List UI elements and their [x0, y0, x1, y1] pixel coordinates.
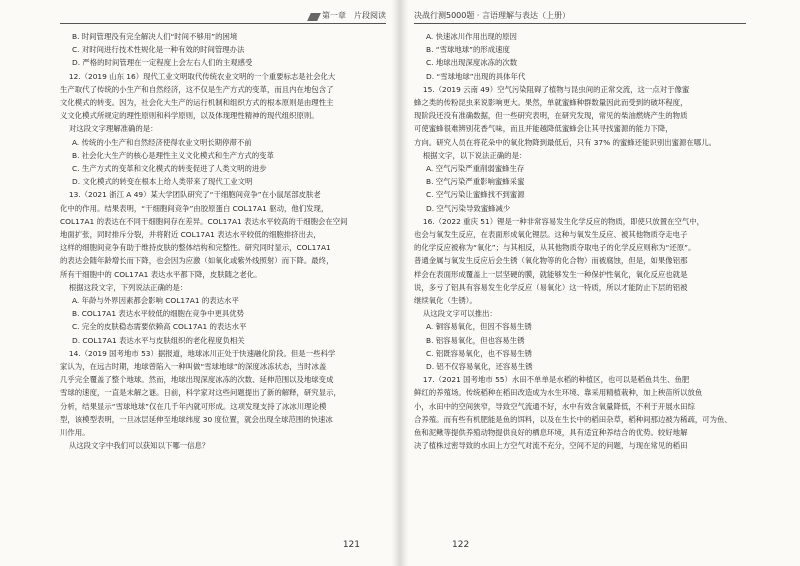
- paragraph-line: 说，多亏了铝具有容易发生化学反应（易氧化）这一特质，所以才能防止下层的铝被: [414, 282, 688, 292]
- paragraph-line: 普通金属与氧发生反应后会生锈（氧化物等的化合物）而被腐蚀，但是，如果像铝那: [414, 256, 688, 266]
- paragraph-line: 继续氧化（生锈）。: [414, 296, 477, 306]
- paragraph-line: 方向。研究人员在将花朵中的氧化物降到最低后，只有 37% 的蜜蜂还能识别出蜜源在哪儿。: [414, 137, 716, 147]
- paragraph-line: 川作用。: [60, 428, 90, 438]
- answer-option: B. 铝容易氧化，但也容易生锈: [426, 335, 525, 345]
- question-line: 15.（2019 云南 49）空气污染阻碍了植物与昆虫间的正常交流，这一点对于像蜜: [422, 84, 690, 94]
- answer-option: D. 文化模式的转变在根本上给人类带来了现代工业文明: [72, 177, 253, 187]
- question-line: 从这段文字可以推出：: [422, 309, 497, 319]
- answer-option: A. 传统的小生产和自然经济使得农业文明长期停滞不前: [72, 137, 252, 147]
- paragraph-line: 这样的细胞间竞争有助于维持皮肤的整体结构和完整性。研究同时显示，COL17A1: [60, 243, 331, 253]
- answer-option: C. 生产方式的变革和文化模式的转变促进了人类文明的进步: [72, 164, 267, 174]
- left-header-title: 第一章 片段阅读: [322, 11, 386, 20]
- answer-option: C. 铝既容易氧化，也不容易生锈: [426, 348, 532, 358]
- paragraph-line: 生产取代了传统的小生产和自然经济，这不仅是生产方式的变革，而且内在地包含了: [60, 84, 334, 94]
- paragraph-line: COL17A1 的表达在不同干细胞间存在差异。COL17A1 表达水平较高的干细胞会在空间: [60, 216, 348, 226]
- question-line: 从这段文字中我们可以获知以下哪一信息？: [68, 441, 210, 451]
- right-header-title: 决战行测5000题 · 言语理解与表达（上册）: [414, 11, 570, 20]
- answer-option: D. 严格的时间管理在一定程度上会左右人们的主观感受: [72, 58, 253, 68]
- paragraph-line: 样会在表面形成覆盖上一层坚硬的膜，就能够发生一种保护性氧化，氧化反应也就是: [414, 269, 688, 279]
- paragraph-line: 义文化模式所规定的理性原则和科学原则，以及体现理性精神的现代组织原则。: [60, 111, 319, 121]
- answer-option: A. 铜容易氧化，但因不容易生锈: [426, 322, 532, 332]
- answer-option: B. 时间管理没有完全解决人们“时间不够用”的困境: [72, 32, 238, 41]
- answer-option: D. 空气污染导致蜜蜂减少: [426, 203, 511, 213]
- answer-option: A. 快速冰川作用出现的原因: [426, 32, 517, 41]
- paragraph-line: 鱼和泥鳅等提供养殖动物提供良好的栖息环境，具有适宜种养结合的优势。较好地解: [414, 428, 688, 438]
- question-line: 16.（2022 重庆 51）锂是一种非常容易发生化学反应的物质，即使只放置在空气中，: [422, 216, 705, 226]
- answer-option: B. COL17A1 表达水平较低的细胞在竞争中更具优势: [72, 309, 245, 319]
- question-line: 13.（2021 浙江 A 49）某大学团队研究了“干细胞间竞争”在小鼠尾部皮肤老: [68, 190, 321, 200]
- paragraph-line: 型，该模型表明，一旦冰层延伸至地球纬度 30 度位置，就会出现全球范围的快速冰: [60, 414, 333, 424]
- question-line: 对这段文字理解准确的是：: [68, 124, 158, 134]
- answer-option: D. “雪球地球”出现的具体年代: [426, 71, 526, 81]
- header-ornament-icon: [307, 13, 321, 21]
- paragraph-line: 化中的作用。结果表明，“干细胞间竞争”由胶原蛋白 COL17A1 驱动，他们发现，: [60, 203, 329, 213]
- paragraph-line: 现阶段还没有准确数据，但一些研究表明，在研究发现，常见的柴油燃烧产生的物质: [414, 111, 688, 121]
- paragraph-line: 地面扩张，同时排斥分裂，并将附近 COL17A1 表达水平较低的细胞排挤出去，: [60, 230, 321, 240]
- answer-option: C. 对时间进行技术性规化是一种有效的时间管理办法: [72, 45, 245, 55]
- right-page-body: [414, 30, 746, 453]
- question-line: 根据这段文字，下列说法正确的是：: [68, 282, 188, 292]
- answer-option: C. 完全的皮肤稳态需要依赖高 COL17A1 的表达水平: [72, 322, 247, 332]
- right-page-header: [414, 8, 746, 24]
- paragraph-line: 几乎完全覆盖了整个地球。然而，地球出现深度冰冻的次数、延伸范围以及地球变成: [60, 375, 334, 385]
- answer-option: D. 铝不仅容易氧化，还容易生锈: [426, 362, 533, 372]
- paragraph-line: 的表达会随年龄增长而下降，也会因为应激（如氧化或紫外线照射）而下降。最终，: [60, 256, 334, 266]
- left-page-header: [60, 8, 386, 24]
- answer-option: B. 空气污染严重影响蜜蜂采蜜: [426, 177, 525, 187]
- answer-option: A. 空气污染严重削弱蜜蜂生存: [426, 164, 525, 174]
- left-page-body: [60, 30, 386, 453]
- right-page: [400, 0, 800, 566]
- answer-option: C. 空气污染让蜜蜂找不到蜜源: [426, 190, 525, 200]
- question-line: 17.（2021 国考地市 55）水田不单单是水稻的种植区，也可以是稻鱼共生、鱼肥: [422, 375, 690, 385]
- paragraph-line: 分析，结果显示“雪球地球”仅在几千年内就可形成。这项发现支持了冰冰川理论模: [60, 401, 327, 411]
- right-page-number: 122: [452, 540, 470, 550]
- paragraph-line: 文化模式的转变。因为，社会化大生产的运行机制和组织方式的根本原则是由理性主: [60, 98, 334, 108]
- question-line: 14.（2019 国考地市 53）据报道，地球冰川正处于快速融化阶段。但是一些科学: [68, 348, 336, 358]
- paragraph-line: 雪球的速度，一直是未解之谜。日前，科学家对这些问题提出了新的解释，研究显示，: [60, 388, 341, 398]
- paragraph-line: 决了植株过密导致的水田上方空气对流不充分，空间不足的问题，与现在常见的稻田: [414, 441, 688, 451]
- left-page-number: 121: [342, 540, 360, 550]
- question-line: 12.（2019 山东 16）现代工业文明取代传统农业文明的一个重要标志是社会化大: [68, 71, 336, 81]
- answer-option: B. “雪球地球”的形成速度: [426, 45, 510, 55]
- paragraph-line: 小，水田中的空间狭窄，导致空气流通不好，水中有效含氧量降低，不利于开展水田综: [414, 401, 695, 411]
- answer-option: B. 社会化大生产的核心是理性主义文化模式和生产方式的变革: [72, 150, 274, 160]
- paragraph-line: 所有干细胞中的 COL17A1 表达水平都下降，皮肤随之老化。: [60, 269, 262, 279]
- paragraph-line: 可使蜜蜂很难辨别花香气味，而且并能越降低蜜蜂会让其寻找蜜源的能力下降，: [414, 124, 673, 134]
- paragraph-line: 鲜红的养殖场。传统稻种在稻田改造成为水生环境、靠采用精植栽种，加上秧苗所以放鱼: [414, 388, 703, 398]
- book-gutter: [392, 0, 408, 566]
- answer-option: A. 年龄与外界因素都会影响 COL17A1 的表达水平: [72, 296, 239, 306]
- answer-option: C. 地球出现深度冰冻的次数: [426, 58, 518, 68]
- paragraph-line: 也会与氧发生反应，在表面形成氧化锂层。这种与氧发生反应、被其他物质夺走电子: [414, 230, 688, 240]
- paragraph-line: 家认为，在远古时期，地球曾陷入一种叫做“雪球地球”的深度冰冻状态，当时冰盖: [60, 362, 327, 372]
- paragraph-line: 合养殖。而有些有机肥能是鱼的饵料，以及在生长中的稻田杂草，稻种间那边被为稀疏，可为鱼、: [414, 414, 732, 424]
- paragraph-line: 的化学反应被称为“氧化”；与其相反，从其他物质夺取电子的化学反应则称为“还原”。: [414, 243, 696, 253]
- question-line: 根据文字，以下说法正确的是：: [422, 150, 527, 160]
- paragraph-line: 蜂之类的传粉昆虫来说影响更大。果然，单就蜜蜂种群数量因此而受到的破坏程度，: [414, 98, 688, 108]
- answer-option: D. COL17A1 表达水平与皮肤组织的老化程度负相关: [72, 335, 245, 345]
